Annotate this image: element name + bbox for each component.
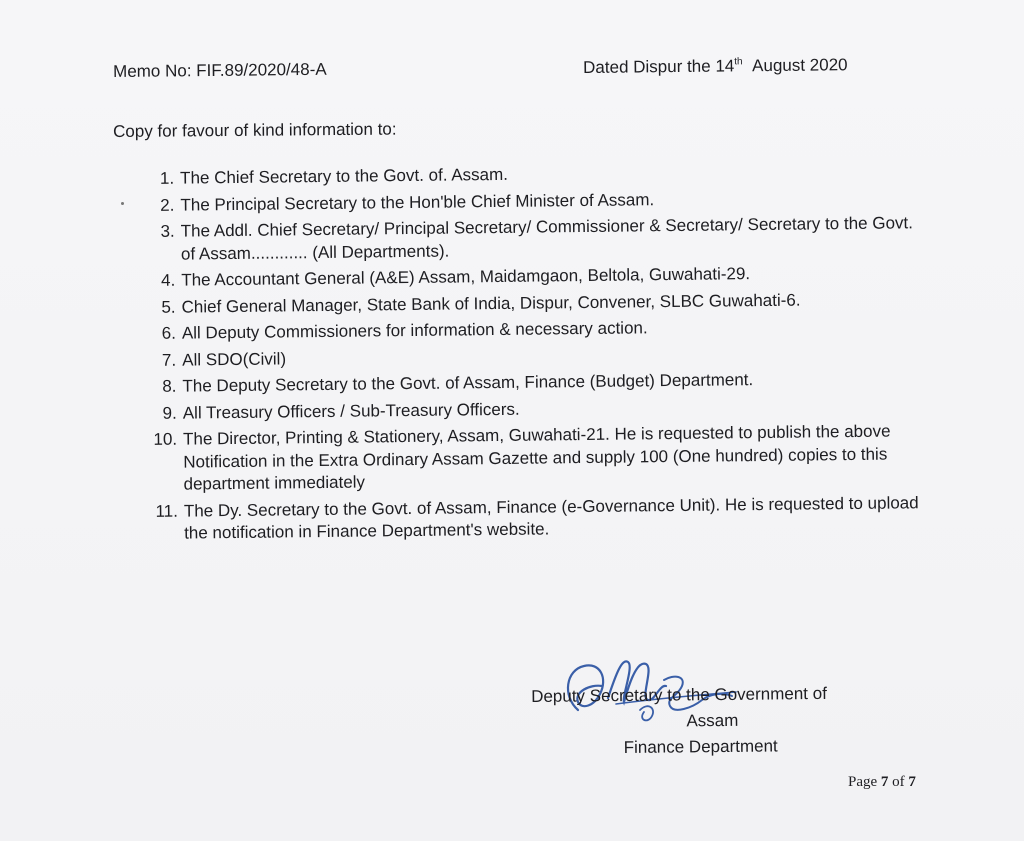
recipient-item [144, 186, 924, 217]
recipient-text: All Deputy Commissioners for information & necessary action. [181, 318, 648, 343]
scan-speck [121, 202, 124, 205]
recipient-text: The Addl. Chief Secretary/ Principal Secretary/ Commissioner & Secretary/ Secretary to the Govt. of Assam............ (All Departments). [180, 213, 914, 264]
recipient-text: The Deputy Secretary to the Govt. of Assam, Finance (Budget) Department. [182, 370, 754, 396]
recipient-number: 3. [160, 221, 175, 241]
recipient-item [146, 367, 926, 398]
recipient-number: 1. [159, 168, 175, 188]
page-label: Page [848, 774, 878, 790]
signatory-designation: Deputy Secretary to the Government of [531, 683, 827, 706]
recipient-number: 5. [161, 297, 176, 317]
recipient-list [144, 159, 928, 549]
recipient-number: 4. [160, 270, 176, 290]
recipient-number: 10. [153, 429, 178, 449]
recipient-text: All Treasury Officers / Sub-Treasury Officers. [182, 399, 520, 423]
page-current: 7 [880, 774, 889, 790]
recipient-item [145, 288, 925, 319]
recipient-item [145, 261, 925, 292]
recipient-text: The Dy. Secretary to the Govt. of Assam, Finance (e-Governance Unit). He is requested to upload the notification in Finance Department's website. [183, 492, 919, 543]
page-number [848, 774, 916, 791]
recipient-text: The Principal Secretary to the Hon'ble Chief Minister of Assam. [180, 189, 655, 215]
recipient-item [147, 394, 927, 425]
signatory-department: Finance Department [623, 736, 778, 758]
recipient-text: The Accountant General (A&E) Assam, Maidamgaon, Beltola, Guwahati-29. [181, 264, 751, 290]
recipient-item [146, 341, 926, 372]
signatory-state: Assam [686, 710, 739, 731]
recipient-item [147, 420, 928, 496]
recipient-text: All SDO(Civil) [182, 348, 287, 370]
memo-date-ordinal: th [734, 56, 743, 68]
recipient-text: The Chief Secretary to the Govt. of. Assam. [180, 164, 509, 188]
recipient-text: The Director, Printing & Stationery, Assam, Guwahati-21. He is requested to publish the above Notification in the Extra Ordinary Assam Gazette and supply 100 (One hundred) copies to this department immediately [182, 421, 891, 494]
page-total: 7 [908, 774, 916, 790]
copy-to-heading: Copy for favour of kind information to: [113, 119, 397, 141]
recipient-number: 8. [162, 376, 177, 396]
recipient-number: 9. [162, 403, 177, 423]
recipient-number: 2. [160, 195, 175, 215]
recipient-item [146, 314, 926, 345]
recipient-text: Chief General Manager, State Bank of India, Dispur, Convener, SLBC Guwahati-6. [181, 290, 801, 317]
recipient-item [145, 212, 925, 266]
recipient-number: 6. [161, 323, 176, 343]
memo-number: Memo No: FIF.89/2020/48-A [113, 59, 327, 81]
memo-date-prefix: Dated Dispur the 14 [583, 56, 735, 77]
memo-date [583, 55, 848, 78]
signatory-block [531, 680, 912, 762]
page-of: of [892, 774, 905, 790]
recipient-number: 11. [155, 501, 178, 521]
recipient-number: 7. [161, 350, 177, 370]
recipient-item [148, 492, 928, 546]
memo-date-suffix: August 2020 [751, 55, 848, 76]
recipient-item [144, 159, 924, 190]
